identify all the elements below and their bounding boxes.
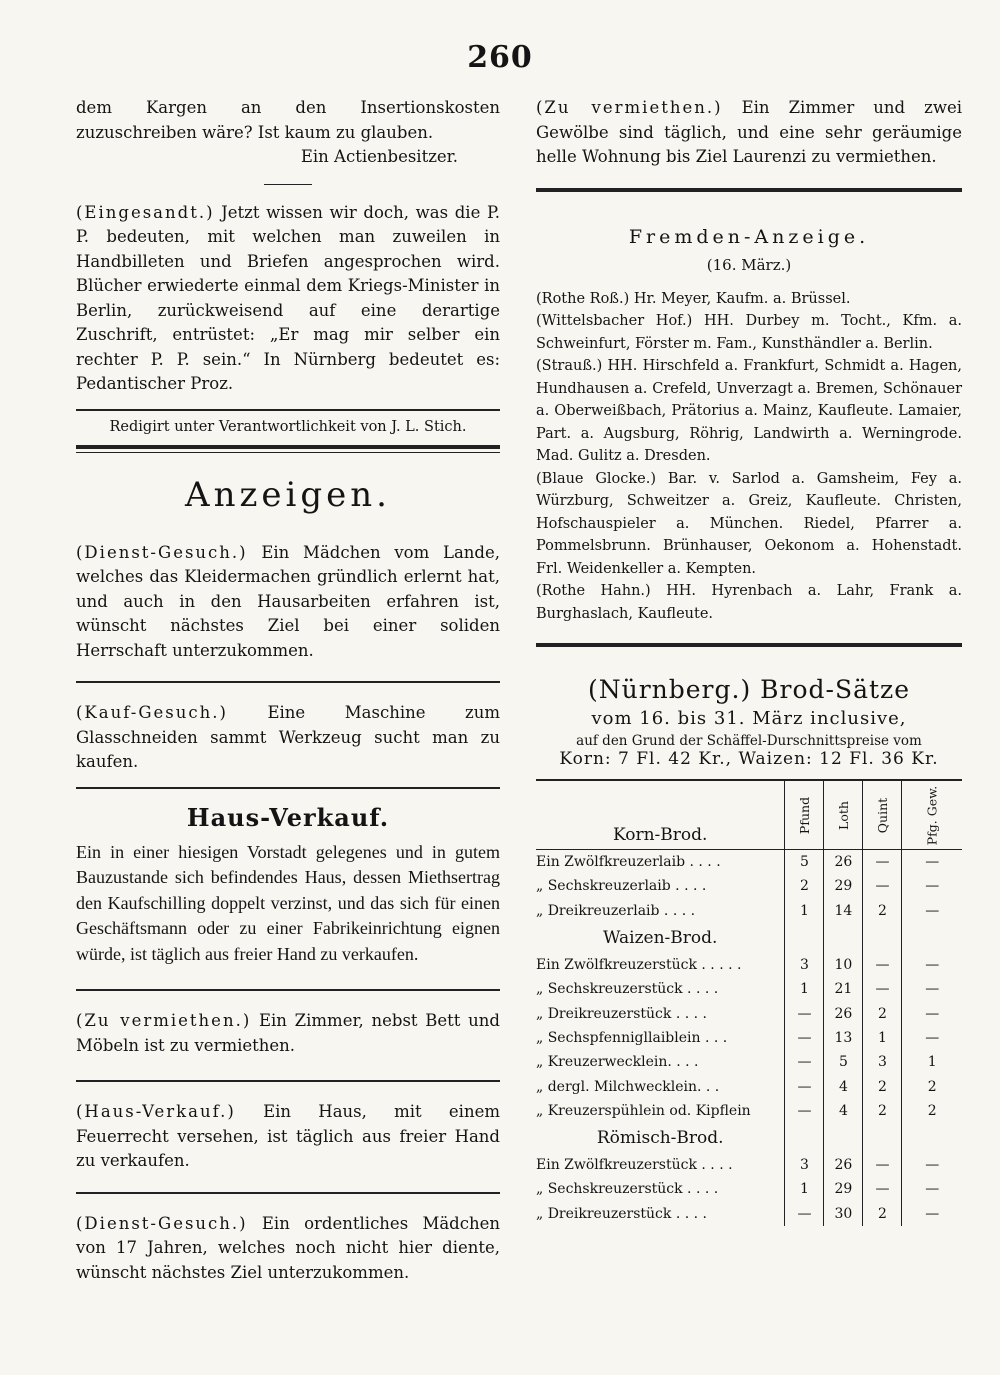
bread-price-table: [536, 779, 962, 1226]
col-header-loth: [824, 780, 863, 850]
heavy-divider: [536, 643, 962, 647]
divider: [76, 409, 500, 411]
visitor-entry: (Wittelsbacher Hof.) HH. Durbey m. Tocht., Kfm. a. Schweinfurt, Förster m. Fam., Kunsthändler a. Berlin.: [536, 313, 962, 352]
loth-cell: 26: [824, 1153, 863, 1177]
loth-cell: 26: [824, 850, 863, 875]
quint-cell: —: [863, 953, 902, 977]
ad-vermiethen-right: [536, 96, 962, 170]
item-cell: „ Dreikreuzerstück . . . .: [536, 1005, 707, 1022]
visitor-entry: (Strauß.) HH. Hirschfeld a. Frankfurt, Schmidt a. Hagen, Hundhausen a. Crefeld, Unverzagt a. Bremen, Schönauer a. Oberweißbach, Prätorius a. Mainz, Kaufleute. Lamaier, Part. a. Augsburg, Röhrig, Landwirth a. Werningrode. Mad. Gulitz a. Dresden.: [536, 358, 962, 464]
pfg-cell: —: [902, 977, 962, 1001]
right-column: [536, 96, 962, 1226]
pfund-cell: —: [785, 1026, 824, 1050]
quint-cell: 3: [863, 1050, 902, 1074]
pfg-cell: —: [902, 1026, 962, 1050]
heavy-divider: [536, 188, 962, 192]
continued-signature: Ein Actienbesitzer.: [300, 147, 458, 166]
pfund-cell: 2: [785, 874, 824, 898]
quint-cell: 2: [863, 1074, 902, 1098]
loth-cell: 26: [824, 1001, 863, 1025]
page-number: 260: [467, 40, 533, 75]
ad-text: Ein Zimmer und zwei Gewölbe sind täglich, und eine sehr geräumige helle Wohnung bis Ziel Laurenzi zu vermiethen.: [536, 98, 963, 166]
pfg-cell: —: [902, 850, 962, 875]
item-cell: Ein Zwölfkreuzerlaib . . . .: [536, 854, 721, 871]
col-header-pfund: [785, 780, 824, 850]
quint-cell: 1: [863, 1026, 902, 1050]
pfg-cell: 1: [902, 1050, 962, 1074]
item-cell: „ Kreuzerwecklein. . . .: [536, 1054, 699, 1071]
visitor-entry: (Rothe Hahn.) HH. Hyrenbach a. Lahr, Frank a. Burghaslach, Kaufleute.: [536, 583, 962, 622]
table-row: [536, 1177, 962, 1201]
loth-cell: 29: [824, 1177, 863, 1201]
item-cell: Ein Zwölfkreuzerstück . . . .: [536, 1157, 733, 1174]
group-row: [536, 923, 962, 953]
pfund-cell: —: [785, 1099, 824, 1123]
pfund-cell: 1: [785, 899, 824, 923]
col-header-pfg-gew: [902, 780, 962, 850]
pfund-cell: —: [785, 1001, 824, 1025]
continued-text: dem Kargen an den Insertionskosten zuzuschreiben wäre? Ist kaum zu glauben.: [76, 98, 500, 142]
visitor-entry: (Rothe Roß.) Hr. Meyer, Kaufm. a. Brüssel.: [536, 290, 851, 307]
item-cell: „ dergl. Milchwecklein. . .: [536, 1078, 720, 1095]
group-heading: Korn-Brod.: [536, 780, 785, 850]
pfg-cell: —: [902, 874, 962, 898]
pfund-cell: —: [785, 1074, 824, 1098]
pfg-cell: —: [902, 1153, 962, 1177]
table-row: [536, 1001, 962, 1025]
section-title-anzeigen: Anzeigen.: [185, 474, 391, 515]
table-row: [536, 977, 962, 1001]
loth-cell: 13: [824, 1026, 863, 1050]
ad-heading: (Zu vermiethen.): [536, 98, 723, 117]
ad-text: Eine Maschine zum Glasschneiden sammt Werkzeug sucht man zu kaufen.: [76, 703, 501, 771]
quint-cell: 2: [863, 1202, 902, 1226]
pfg-cell: —: [902, 1001, 962, 1025]
table-row: [536, 1050, 962, 1074]
editor-line: Redigirt unter Verantwortlichkeit von J. L. Stich.: [109, 418, 467, 435]
item-cell: „ Dreikreuzerlaib . . . .: [536, 902, 696, 919]
pfg-cell: —: [902, 953, 962, 977]
table-row: [536, 1026, 962, 1050]
quint-cell: —: [863, 977, 902, 1001]
visitor-entry: (Blaue Glocke.) Bar. v. Sarlod a. Gamsheim, Fey a. Würzburg, Schweitzer a. Greiz, Kaufleute. Christen, Hofschauspieler a. München. Riedel, Pfarrer a. Pommelsbrunn. Brünhauser, Oekonom a. Hohenstadt. Frl. Weidenkeller a. Kempten.: [536, 470, 962, 577]
quint-cell: —: [863, 1177, 902, 1201]
quint-cell: 2: [863, 899, 902, 923]
loth-cell: 21: [824, 977, 863, 1001]
pfund-cell: —: [785, 1202, 824, 1226]
group-row: [536, 1123, 962, 1153]
loth-cell: 14: [824, 899, 863, 923]
pfg-cell: 2: [902, 1099, 962, 1123]
table-row: [536, 1099, 962, 1123]
group-heading: Römisch-Brod.: [596, 1127, 724, 1148]
ad-text: Ein Mädchen vom Lande, welches das Kleidermachen gründlich erlernt hat, und auch in den Hausarbeiten erfahren ist, wünscht nächstes Ziel bei einer soliden Herrschaft unterzukommen.: [76, 542, 500, 660]
ad-heading: (Zu vermiethen.): [76, 1011, 252, 1030]
item-cell: „ Sechskreuzerstück . . . .: [536, 1181, 719, 1198]
haus-verkauf-title: Haus-Verkauf.: [186, 802, 390, 832]
ad-heading: (Haus-Verkauf.): [76, 1102, 236, 1121]
table-row: [536, 1074, 962, 1098]
left-column: [76, 96, 500, 1285]
ad-haus-verkauf: [76, 1100, 500, 1174]
table-header-row: [536, 780, 962, 850]
item-cell: „ Dreikreuzerstück . . . .: [536, 1205, 707, 1222]
brod-saetze-title: (Nürnberg.) Brod-Sätze: [587, 675, 911, 704]
group-heading: Waizen-Brod.: [603, 927, 718, 948]
table-row: [536, 899, 962, 923]
fremden-date: (16. März.): [706, 255, 792, 274]
item-cell: „ Sechspfennigllaiblein . . .: [536, 1029, 728, 1046]
loth-cell: 5: [824, 1050, 863, 1074]
col-header-quint: [863, 780, 902, 850]
pfund-cell: 3: [785, 953, 824, 977]
col-label: Pfund: [796, 796, 812, 834]
visitor-list: [536, 288, 962, 626]
pfund-cell: 3: [785, 1153, 824, 1177]
ad-dienst-gesuch: [76, 541, 500, 664]
pfund-cell: 1: [785, 1177, 824, 1201]
quint-cell: 2: [863, 1001, 902, 1025]
pfund-cell: 5: [785, 850, 824, 875]
item-cell: Ein Zwölfkreuzerstück . . . . .: [536, 957, 742, 974]
double-divider: [76, 445, 500, 453]
item-cell: „ Sechskreuzerstück . . . .: [536, 981, 719, 998]
divider: [76, 787, 500, 789]
eingesandt-heading: (Eingesandt.): [76, 202, 215, 222]
col-label: Quint: [874, 797, 890, 833]
ad-text: Ein Haus, mit einem Feuerrecht versehen, ist täglich aus freier Hand zu verkaufen.: [76, 1102, 500, 1170]
loth-cell: 29: [824, 874, 863, 898]
loth-cell: 4: [824, 1099, 863, 1123]
quint-cell: —: [863, 1153, 902, 1177]
eingesandt-article: [76, 201, 500, 397]
brod-date-range: vom 16. bis 31. März inclusive,: [591, 708, 907, 729]
pfg-cell: —: [902, 1177, 962, 1201]
item-cell: „ Sechskreuzerlaib . . . .: [536, 878, 707, 895]
ad-heading: (Dienst-Gesuch.): [76, 1213, 248, 1233]
short-divider: [264, 184, 312, 185]
pfg-cell: —: [902, 1202, 962, 1226]
quint-cell: —: [863, 874, 902, 898]
haus-verkauf-text: Ein in einer hiesigen Vorstadt gelegenes und in gutem Bauzustande sich befindendes Haus, dessen Miethsertrag den Kaufschilling doppelt verzinst, und das sich für einen Geschäftsmann oder zu einer Fabrikeinrichtung eignen würde, ist täglich aus freier Hand zu verkaufen.: [76, 841, 500, 964]
brod-basis-line: auf den Grund der Schäffel-Durschnittspreise vom: [576, 733, 922, 749]
col-label: Pfg. Gew.: [924, 785, 940, 845]
pfund-cell: 1: [785, 977, 824, 1001]
ad-heading: (Kauf-Gesuch.): [76, 703, 228, 722]
ad-text: Ein Zimmer, nebst Bett und Möbeln ist zu vermiethen.: [76, 1011, 500, 1055]
loth-cell: 10: [824, 953, 863, 977]
table-row: [536, 874, 962, 898]
loth-cell: 4: [824, 1074, 863, 1098]
col-label: Loth: [835, 800, 851, 830]
ad-heading: (Dienst-Gesuch.): [76, 542, 248, 562]
item-cell: „ Kreuzerspühlein od. Kipflein: [536, 1102, 751, 1119]
table-row: [536, 953, 962, 977]
fremden-anzeige-title: Fremden-Anzeige.: [628, 225, 870, 248]
pfund-cell: —: [785, 1050, 824, 1074]
eingesandt-text: Jetzt wissen wir doch, was die P. P. bedeuten, mit welchen man zuweilen in Handbilleten und Briefen angesprochen wird. Blücher erwiederte einmal dem Kriegs-Minister in Berlin, zurückweisend auf eine derartige Zuschrift, entrüstet: „Er mag mir selber ein rechter P. P. sein.“ In Nürnberg bedeutet es: Pedantischer Proz.: [76, 202, 500, 393]
ad-kauf-gesuch: [76, 701, 500, 775]
pfg-cell: 2: [902, 1074, 962, 1098]
pfg-cell: —: [902, 899, 962, 923]
ad-text: Ein ordentliches Mädchen von 17 Jahren, welches noch nicht hier diente, wünscht nächstes Ziel unterzukommen.: [76, 1213, 500, 1282]
brod-grain-prices: Korn: 7 Fl. 42 Kr., Waizen: 12 Fl. 36 Kr.: [559, 749, 939, 769]
quint-cell: —: [863, 850, 902, 875]
ad-dienst-gesuch-2: [76, 1212, 500, 1286]
table-row: [536, 1202, 962, 1226]
table-row: [536, 1153, 962, 1177]
ad-zu-vermiethen: [76, 1009, 500, 1058]
quint-cell: 2: [863, 1099, 902, 1123]
loth-cell: 30: [824, 1202, 863, 1226]
table-row: [536, 850, 962, 875]
